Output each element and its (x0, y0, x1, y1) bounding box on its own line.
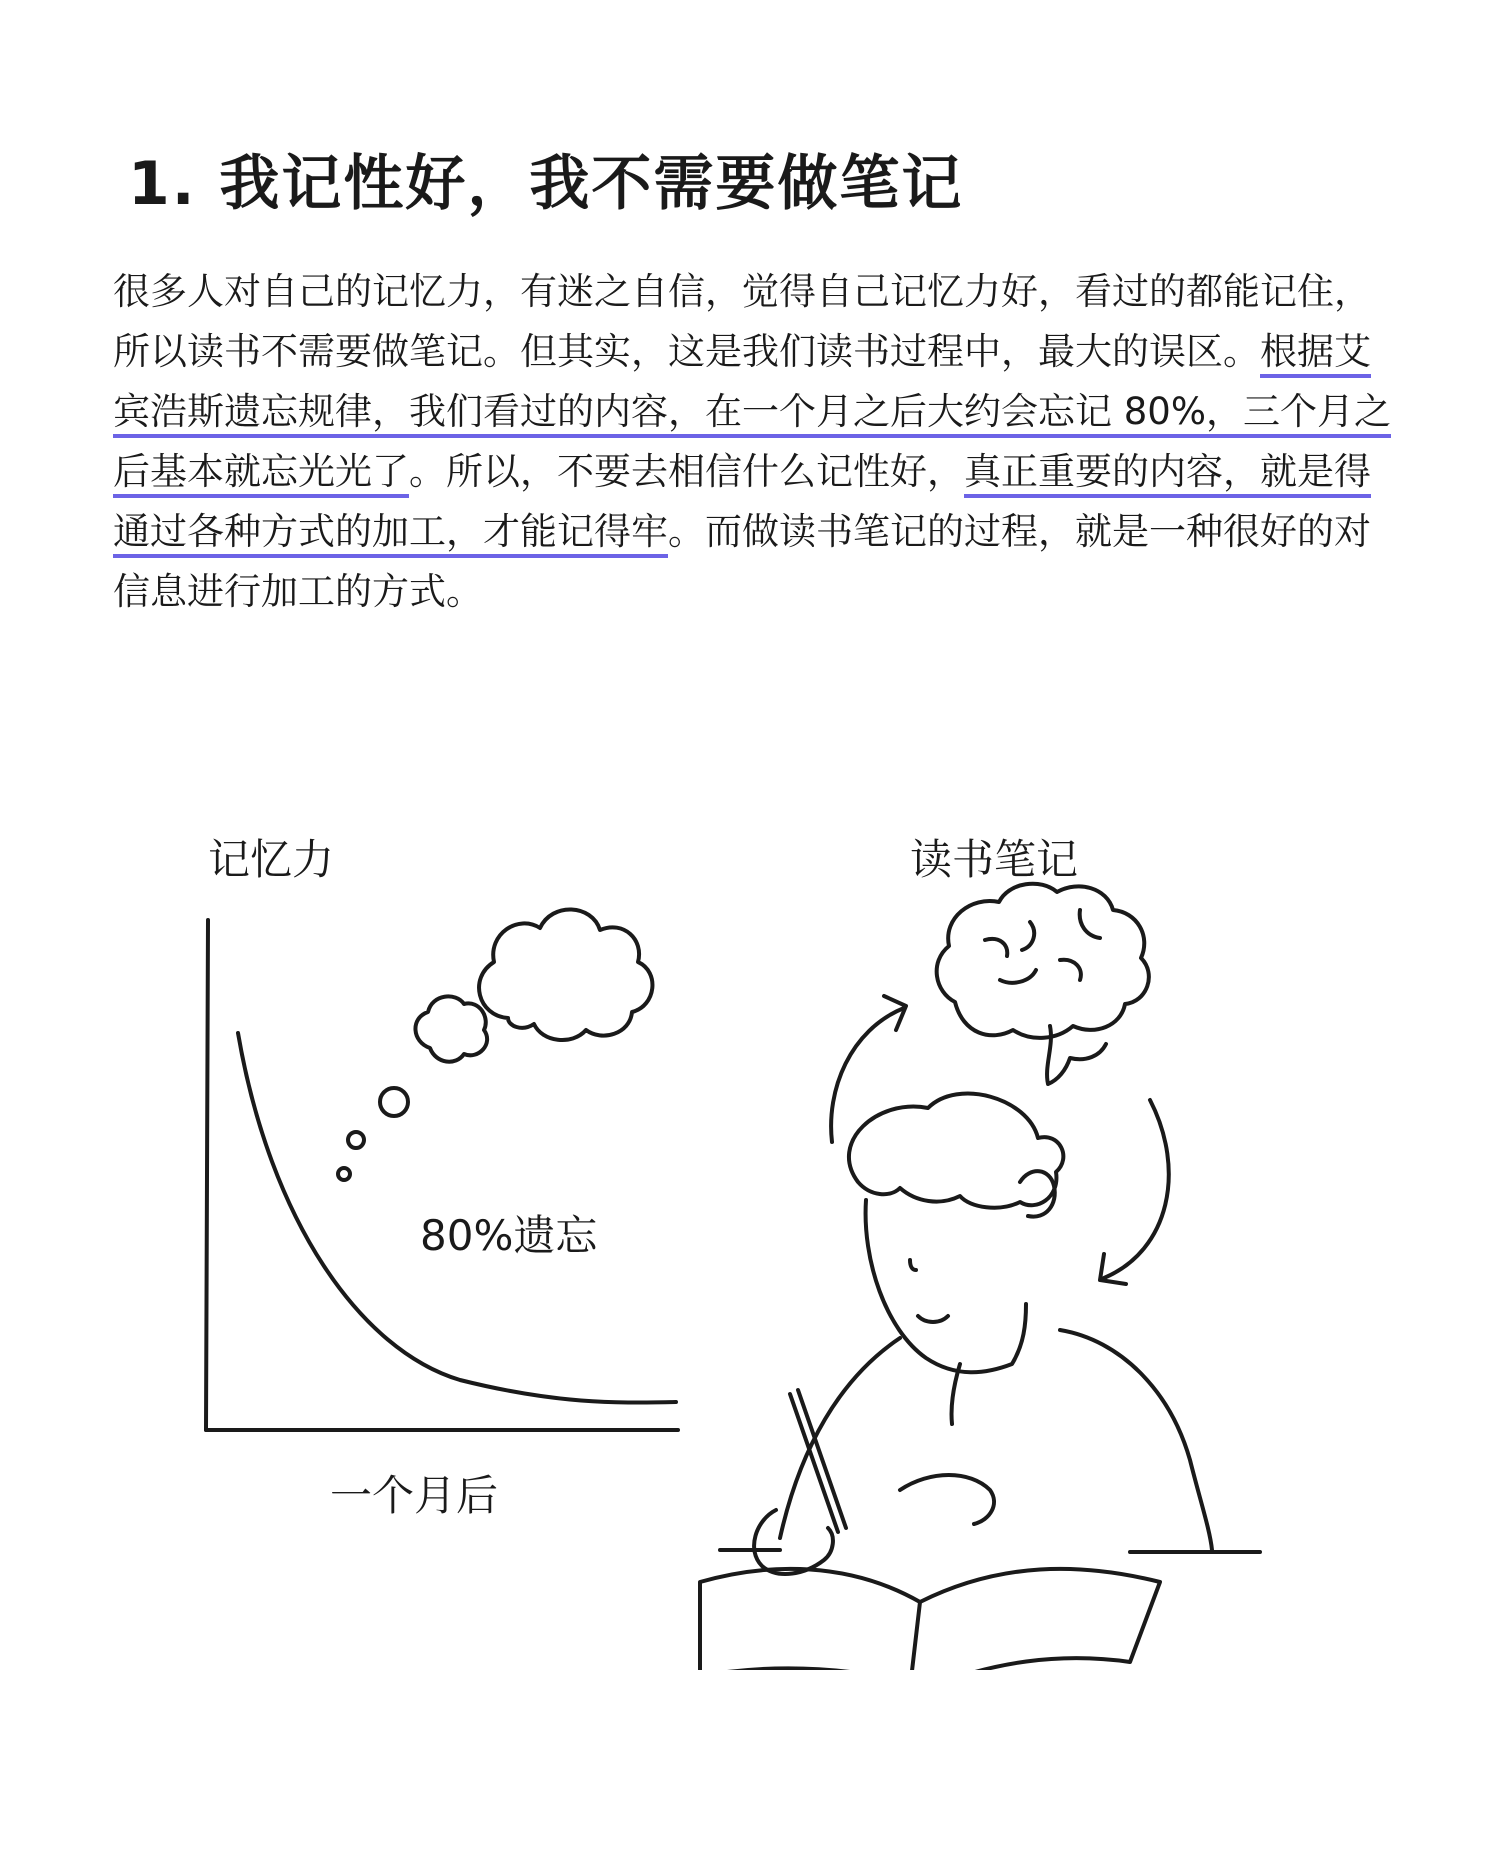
highlighted-segment: 根据艾宾浩斯遗忘规律，我们看过的内容，在一个月之后大约会忘记 80%，三个月之后基本就忘光光了 (113, 330, 1391, 498)
y-axis (206, 920, 208, 1430)
time-axis-label: 一个月后 (330, 1471, 499, 1520)
thought-dot (380, 1088, 408, 1116)
big-cloud (479, 909, 652, 1040)
notes-label: 读书笔记 (910, 835, 1079, 884)
book (700, 1569, 1160, 1670)
small-cloud (415, 996, 487, 1061)
forget-label: 80%遗忘 (420, 1211, 598, 1260)
memory-axis-label: 记忆力 (208, 835, 335, 884)
paragraph-segment: 很多人对自己的记忆力，有迷之自信，觉得自己记忆力好，看过的都能记住，所以读书不需要做笔记。但其实，这是我们读书过程中，最大的误区。 (113, 270, 1371, 373)
brain-drawing (937, 884, 1149, 1084)
arrow-down (1104, 1100, 1169, 1278)
paragraph-segment: 。所以，不要去相信什么记性好， (409, 450, 964, 493)
thought-dot (338, 1168, 350, 1180)
body-paragraph (113, 262, 1403, 622)
person-drawing (700, 1094, 1260, 1670)
thought-dot (348, 1132, 364, 1148)
section-heading: 1. 我记性好，我不需要做笔记 (128, 149, 964, 219)
paragraph-segment: 。而做读书笔记的过程，就是一种很好的对信息进行加工的方式。 (113, 510, 1371, 613)
highlighted-segment: 真正重要的内容，就是得通过各种方式的加工，才能记得牢 (113, 450, 1371, 558)
illustration (0, 790, 1500, 1670)
